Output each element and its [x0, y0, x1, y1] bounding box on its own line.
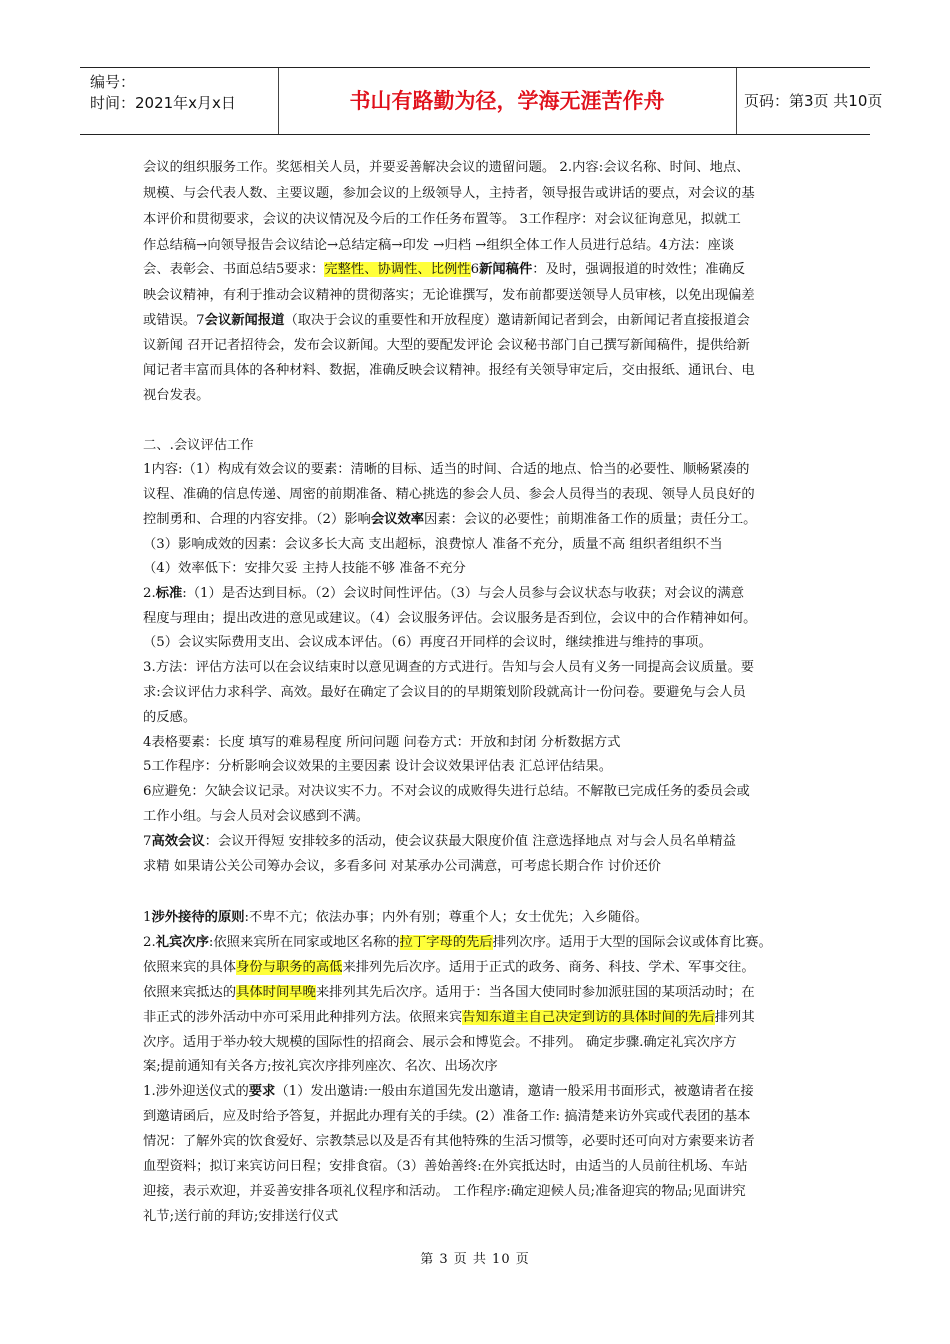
header-page-number: 页码：第3页 共10页 — [744, 92, 883, 110]
text-line: 3.方法：评估方法可以在会议结束时以意见调查的方式进行。告知与会人员有义务一同提高会议质量。要 — [143, 660, 755, 675]
text-line — [143, 260, 745, 280]
text-line: 迎接，表示欢迎，并妥善安排各项礼仪程序和活动。 工作程序:确定迎候人员;准备迎宾的物品;见面讲究 — [143, 1184, 746, 1199]
date-label: 时间：2021年x月x日 — [90, 94, 236, 112]
text-run: 会、表彰会、书面总结5要求： — [143, 262, 325, 277]
text-line — [143, 510, 756, 530]
text-line: 议新闻 召开记者招待会，发布会议新闻。大型的要配发评论 会议秘书部门自己撰写新闻稿件，提供给新 — [143, 338, 750, 353]
bold-run: 标准 — [155, 586, 183, 601]
text-line: 工作小组。与会人员对会议感到不满。 — [143, 809, 370, 824]
bold-run: 要求 — [248, 1084, 276, 1099]
section-heading: 二、.会议评估工作 — [143, 438, 254, 453]
highlight-run: 身份与职务的高低 — [236, 960, 343, 975]
text-line: 情况：了解外宾的饮食爱好、宗教禁忌以及是否有其他特殊的生活习惯等，必要时还可向对方索要来访者 — [143, 1134, 755, 1149]
text-run: 依照来宾抵达的 — [143, 985, 237, 1000]
text-run: 或错误。7 — [143, 313, 205, 328]
text-line: 映会议精神，有利于推动会议精神的贯彻落实；无论谁撰写，发布前都要送领导人员审核，以免出现偏差 — [143, 288, 755, 303]
text-line: 1内容:（1）构成有效会议的要素：清晰的目标、适当的时间、合适的地点、恰当的必要性、顺畅紧凑的 — [143, 462, 750, 477]
page-footer: 第 3 页 共 10 页 — [420, 1252, 530, 1267]
bold-run: 涉外接待的原则 — [151, 910, 245, 925]
text-run: :不卑不亢；依法办事；内外有别；尊重个人；女士优先；入乡随俗。 — [244, 910, 648, 925]
text-line: 次序。适用于举办较大规模的国际性的招商会、展示会和博览会。不排列。 确定步骤.确定礼宾次序方 — [143, 1035, 737, 1050]
text-line: 血型资料；拟订来宾访问日程；安排食宿。（3）善始善终:在外宾抵达时，由适当的人员前往机场、车站 — [143, 1159, 748, 1174]
text-line: 求精 如果请公关公司筹办会议，多看多问 对某承办公司满意，可考虑长期合作 讨价还价 — [143, 859, 661, 874]
text-line: 会议的组织服务工作。奖惩相关人员，并要妥善解决会议的遗留问题。 2.内容:会议名称、时间、地点、 — [143, 160, 750, 175]
text-line: 作总结稿→向领导报告会议结论→总结定稿→印发 →归档 →组织全体工作人员进行总结。4方法：座谈 — [143, 238, 735, 253]
text-line: （3）影响成效的因素：会议多长大高 支出超标，浪费惊人 准备不充分，质量不高 组织者组织不当 — [143, 537, 723, 552]
text-line — [143, 958, 755, 978]
text-line: 议程、准确的信息传递、周密的前期准备、精心挑选的参会人员、参会人员得当的表现、领导人员良好的 — [143, 487, 755, 502]
text-line — [143, 832, 736, 852]
text-line: 程度与理由；提出改进的意见或建议。（4）会议服务评估。会议服务是否到位，会议中的合作精神如何。 — [143, 611, 757, 626]
text-line: 案;提前通知有关各方;按礼宾次序排列座次、名次、出场次序 — [143, 1059, 498, 1074]
header-table — [80, 67, 883, 135]
text-run: 1 — [143, 910, 152, 925]
highlight-run: 拉丁字母的先后 — [399, 935, 493, 950]
bold-run: 高效会议 — [151, 834, 205, 849]
text-line: 5工作程序：分析影响会议效果的主要因素 设计会议效果评估表 汇总评估结果。 — [143, 759, 613, 774]
text-line: 4表格要素：长度 填写的难易程度 所问问题 问卷方式：开放和封闭 分析数据方式 — [143, 735, 621, 750]
text-run: （取决于会议的重要性和开放程度）邀请新闻记者到会，由新闻记者直接报道会 — [284, 313, 750, 328]
text-run: ：及时，强调报道的时效性；准确反 — [532, 262, 745, 277]
header-motto: 书山有路勤为径，学海无涯苦作舟 — [278, 68, 737, 134]
text-run: 2. — [143, 935, 156, 950]
text-line: 本评价和贯彻要求，会议的决议情况及今后的工作任务布置等。 3工作程序：对会议征询意见，拟就工 — [143, 212, 741, 227]
highlight-run: 完整性、协调性、比例性 — [324, 262, 471, 277]
text-line: 规模、与会代表人数、主要议题，参加会议的上级领导人，主持者，领导报告或讲话的要点，对会议的基 — [143, 186, 755, 201]
text-run: 来排列先后次序。适用于正式的政务、商务、科技、学术、军事交往。 — [342, 960, 755, 975]
text-run: 依照来宾的具体 — [143, 960, 237, 975]
text-line — [143, 983, 755, 1003]
text-line: （5）会议实际费用支出、会议成本评估。（6）再度召开同样的会议时，继续推进与维持的事项。 — [143, 635, 712, 650]
serial-label: 编号： — [90, 73, 136, 91]
text-line — [143, 1082, 754, 1102]
text-line — [143, 311, 750, 331]
text-line: 礼节;送行前的拜访;安排送行仪式 — [143, 1209, 339, 1224]
text-run: 1.涉外迎送仪式的 — [143, 1084, 249, 1099]
text-line: 到邀请函后，应及时给予答复，并据此办理有关的手续。(2）准备工作: 搞清楚来访外宾或代表团的基本 — [143, 1109, 751, 1124]
text-line — [143, 933, 772, 953]
bold-run: 新闻稿件 — [479, 262, 533, 277]
text-line: 的反感。 — [143, 710, 197, 725]
text-run: （1）发出邀请:一般由东道国先发出邀请，邀请一般采用书面形式，被邀请者在接 — [275, 1084, 754, 1099]
text-run: 排列次序。适用于大型的国际会议或体育比赛。 — [492, 935, 772, 950]
text-run: 2. — [143, 586, 156, 601]
header-meta — [80, 68, 279, 134]
text-line: （4）效率低下：安排欠妥 主持人技能不够 准备不充分 — [143, 561, 466, 576]
text-line: 6应避免：欠缺会议记录。对决议实不力。不对会议的成败得失进行总结。不解散已完成任务的委员会或 — [143, 784, 750, 799]
text-run: 因素：会议的必要性；前期准备工作的质量；责任分工。 — [424, 512, 757, 527]
text-line: 求:会议评估力求科学、高效。最好在确定了会议目的的早期策划阶段就高计一份问卷。要避免与会人员 — [143, 685, 746, 700]
bold-run: 会议效率 — [370, 512, 425, 527]
text-line — [143, 584, 744, 604]
text-line — [143, 908, 648, 928]
text-run: 排列其 — [714, 1010, 755, 1025]
text-run: 来排列其先后次序。适用于：当各国大使同时参加派驻国的某项活动时；在 — [315, 985, 755, 1000]
text-line — [143, 1008, 755, 1028]
highlight-run: 具体时间早晚 — [236, 985, 316, 1000]
highlight-run: 告知东道主自己决定到访的具体时间的先后 — [462, 1010, 715, 1025]
text-run: 7 — [143, 834, 152, 849]
text-run: 控制勇和、合理的内容安排。（2）影响 — [143, 512, 371, 527]
text-run: 非正式的涉外活动中亦可采用此种排列方法。依照来宾 — [143, 1010, 463, 1025]
bold-run: 会议新闻报道 — [204, 313, 285, 328]
bold-run: 礼宾次序 — [155, 935, 209, 950]
text-run: 6 — [470, 262, 480, 277]
text-run: :依照来宾所在同家或地区名称的 — [208, 935, 400, 950]
text-run: :（1）是否达到目标。（2）会议时间性评估。（3）与会人员参与会议状态与收获；对会议的满意 — [182, 586, 745, 601]
text-line: 视台发表。 — [143, 388, 210, 403]
text-line: 闻记者丰富而具体的各种材料、数据，准确反映会议精神。报经有关领导审定后，交由报纸、通讯台、电 — [143, 363, 755, 378]
text-run: ：会议开得短 安排较多的活动，使会议获最大限度价值 注意选择地点 对与会人员名单精益 — [204, 834, 736, 849]
